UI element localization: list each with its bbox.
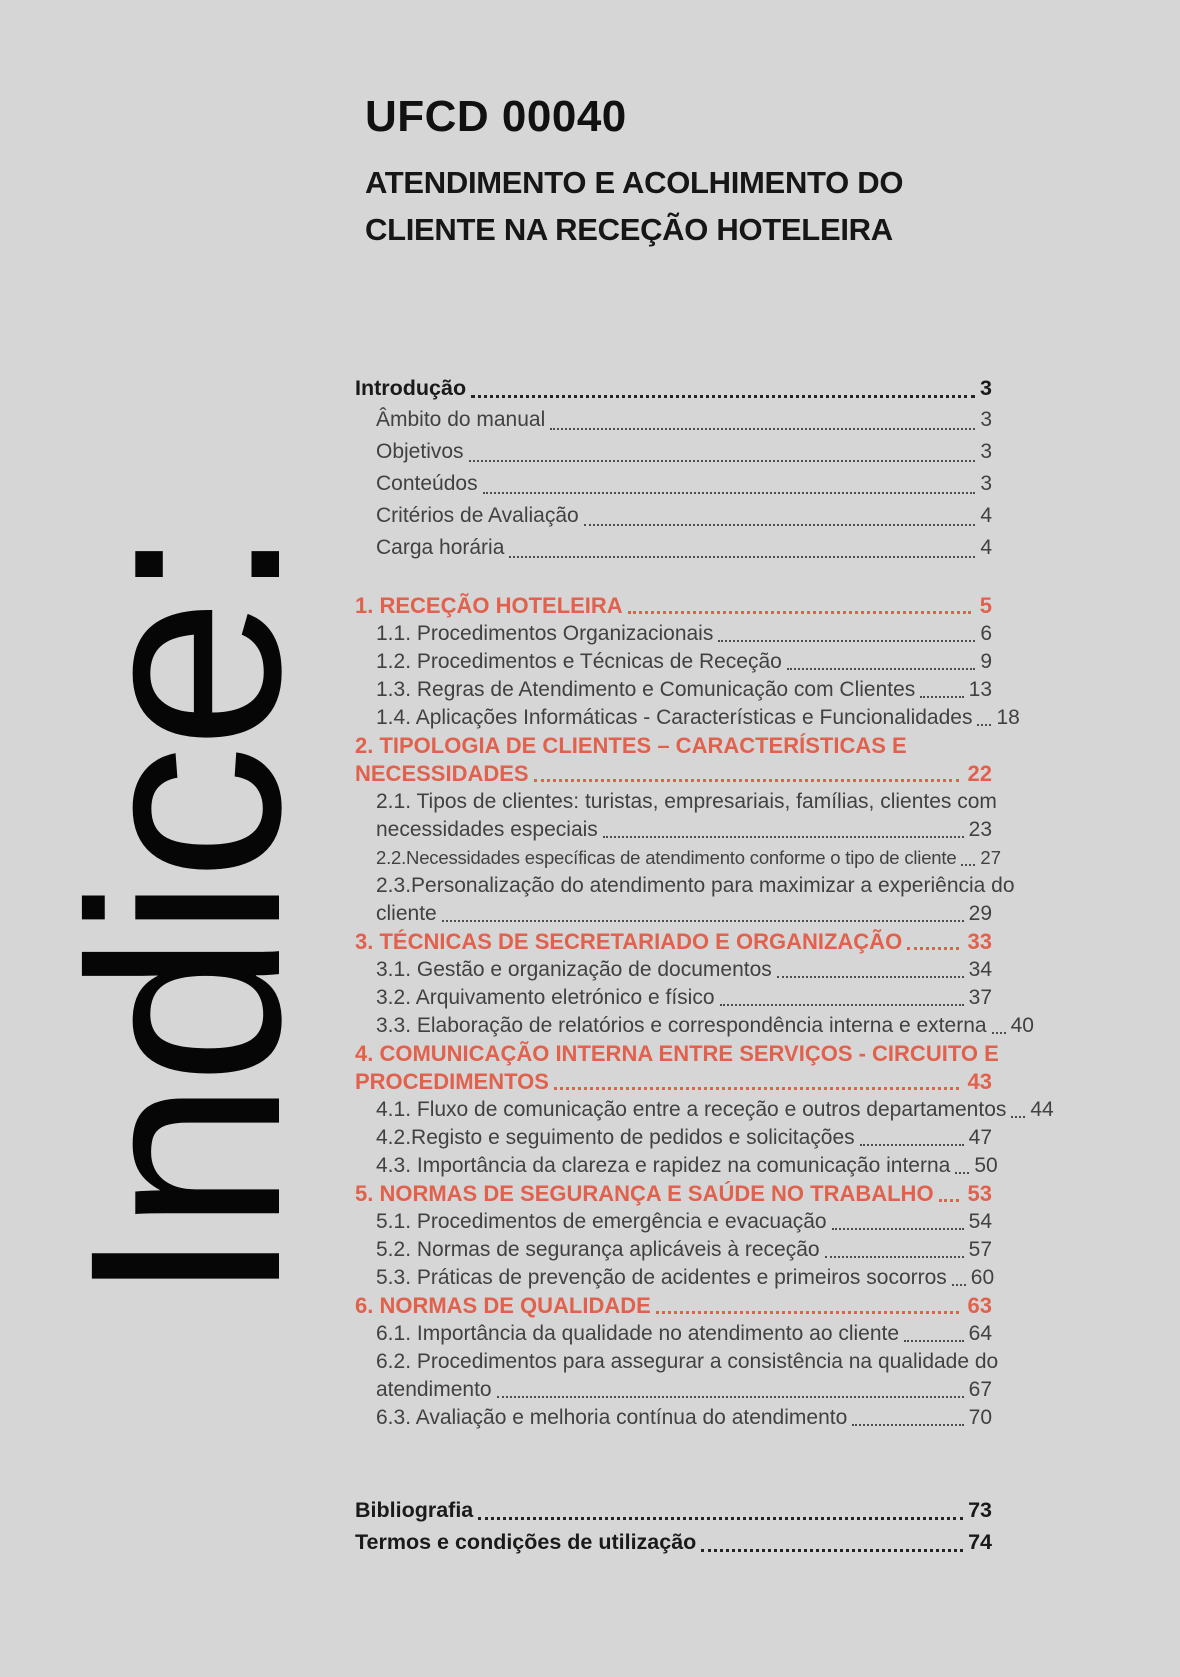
dot-leader [907, 947, 958, 950]
dot-leader [904, 1340, 964, 1342]
toc-entry-label: Objetivos [376, 440, 464, 463]
dot-leader [860, 1144, 964, 1146]
toc-entry-page: 50 [974, 1154, 998, 1177]
dot-leader [584, 524, 976, 526]
toc-entry-page: 29 [968, 902, 992, 925]
toc-entry[interactable] [355, 648, 992, 676]
toc-entry[interactable] [355, 984, 992, 1012]
toc-entry-label: 2.3.Personalização do atendimento para maximizar a experiência do [376, 874, 1015, 897]
dot-leader [469, 460, 976, 462]
toc-entry-page: 73 [968, 1498, 992, 1522]
toc-entry-page: 4 [980, 536, 992, 559]
toc-entry-label: 6. NORMAS DE QUALIDADE [355, 1293, 651, 1318]
toc-entry-page: 63 [967, 1293, 992, 1318]
toc-entry-page: 34 [968, 958, 992, 981]
toc-entry[interactable] [355, 1264, 995, 1292]
toc-entry-page: 23 [968, 818, 992, 841]
toc-entry-label: Critérios de Avaliação [376, 504, 579, 527]
toc-entry-page: 33 [967, 929, 992, 954]
toc-entry[interactable] [355, 844, 1001, 872]
toc-entry-page: 5 [979, 593, 992, 618]
toc-entry[interactable] [355, 1348, 999, 1404]
toc-entry-page: 3 [980, 408, 992, 431]
toc-entry-label: 4.1. Fluxo de comunicação entre a receção e outros departamentos [376, 1098, 1007, 1121]
toc-entry[interactable] [355, 704, 1020, 732]
toc-entry-page: 9 [980, 650, 992, 673]
dot-leader [977, 724, 991, 726]
dot-leader [656, 1311, 959, 1314]
toc-section-entry[interactable] [355, 1180, 992, 1208]
toc-entry[interactable] [355, 500, 992, 532]
dot-leader [554, 1087, 959, 1090]
toc-entry-label: 3.3. Elaboração de relatórios e correspondência interna e externa [376, 1014, 987, 1037]
toc-entry[interactable] [355, 1124, 992, 1152]
toc-entry[interactable] [355, 1404, 992, 1432]
toc-entry-label: 2. TIPOLOGIA DE CLIENTES – CARACTERÍSTICAS E [355, 733, 907, 758]
dot-leader [777, 976, 964, 978]
toc-entry-page: 64 [968, 1322, 992, 1345]
toc-entry-page: 43 [967, 1069, 992, 1094]
toc-entry-page: 13 [968, 678, 992, 701]
toc-entry-label: 1. RECEÇÃO HOTELEIRA [355, 593, 623, 618]
dot-leader [992, 1032, 1006, 1034]
toc-entry-label: 2.2.Necessidades específicas de atendimento conforme o tipo de cliente [376, 847, 957, 868]
table-of-contents [355, 372, 1054, 1558]
toc-section-entry[interactable] [355, 1292, 992, 1320]
toc-entry-page: 3 [980, 472, 992, 495]
toc-entry[interactable] [355, 676, 992, 704]
toc-entry-page: 27 [980, 847, 1001, 868]
toc-entry[interactable] [355, 1208, 992, 1236]
toc-entry-label: 5.3. Práticas de prevenção de acidentes e primeiros socorros [376, 1266, 947, 1289]
toc-entry-label: 5.1. Procedimentos de emergência e evacuação [376, 1210, 827, 1233]
toc-entry-label: 1.1. Procedimentos Organizacionais [376, 622, 714, 645]
toc-entry[interactable] [355, 956, 992, 984]
toc-entry-page: 70 [968, 1406, 992, 1429]
dot-leader [787, 668, 975, 670]
toc-entry-page: 47 [968, 1126, 992, 1149]
toc-entry-label: 2.1. Tipos de clientes: turistas, empresariais, famílias, clientes com [376, 790, 997, 813]
toc-entry-label: Carga horária [376, 536, 505, 559]
toc-entry[interactable] [355, 788, 997, 844]
toc-entry[interactable] [355, 1494, 992, 1526]
toc-section-entry[interactable] [355, 928, 992, 956]
toc-section-entry[interactable] [355, 732, 992, 788]
dot-leader [720, 1004, 964, 1006]
toc-entry-label: atendimento [376, 1378, 492, 1401]
dot-leader [483, 492, 976, 494]
toc-entry[interactable] [355, 1236, 992, 1264]
toc-entry-label: 1.2. Procedimentos e Técnicas de Receção [376, 650, 782, 673]
toc-entry-label: 5. NORMAS DE SEGURANÇA E SAÚDE NO TRABALHO [355, 1181, 934, 1206]
toc-entry-label: Âmbito do manual [376, 408, 546, 431]
dot-leader [442, 920, 964, 922]
dot-leader [952, 1284, 966, 1286]
toc-entry-page: 54 [968, 1210, 992, 1233]
toc-entry[interactable] [355, 468, 992, 500]
toc-entry-label: 1.3. Regras de Atendimento e Comunicação com Clientes [376, 678, 916, 701]
dot-leader [478, 1517, 963, 1520]
toc-entry-page: 44 [1030, 1098, 1054, 1121]
toc-entry-label: NECESSIDADES [355, 761, 529, 786]
toc-entry[interactable] [355, 1320, 992, 1348]
toc-entry-page: 40 [1010, 1014, 1034, 1037]
course-code-title: UFCD 00040 [365, 92, 627, 141]
toc-entry-page: 60 [970, 1266, 995, 1289]
toc-entry[interactable] [355, 372, 992, 404]
toc-entry-label: 4.2.Registo e seguimento de pedidos e solicitações [376, 1126, 855, 1149]
dot-leader [497, 1396, 964, 1398]
dot-leader [832, 1228, 964, 1230]
dot-leader [718, 640, 975, 642]
toc-entry[interactable] [355, 1096, 1054, 1124]
toc-entry[interactable] [355, 1526, 992, 1558]
toc-entry-page: 67 [968, 1378, 992, 1401]
dot-leader [852, 1424, 963, 1426]
toc-entry-page: 53 [967, 1181, 992, 1206]
toc-entry[interactable] [355, 1152, 998, 1180]
dot-leader [825, 1256, 964, 1258]
toc-entry-page: 22 [967, 761, 992, 786]
toc-entry[interactable] [355, 1012, 1034, 1040]
toc-entry-label: Bibliografia [355, 1498, 474, 1522]
dot-leader [961, 864, 975, 866]
index-vertical-label: Indice: [33, 530, 337, 1304]
toc-entry-page: 74 [968, 1530, 992, 1554]
toc-entry-label: PROCEDIMENTOS [355, 1069, 549, 1094]
toc-entry[interactable] [355, 436, 992, 468]
toc-entry-label: Conteúdos [376, 472, 478, 495]
dot-leader [939, 1199, 959, 1202]
toc-entry[interactable] [355, 532, 992, 564]
toc-entry-label: 6.1. Importância da qualidade no atendimento ao cliente [376, 1322, 900, 1345]
course-title: ATENDIMENTO E ACOLHIMENTO DO CLIENTE NA RECEÇÃO HOTELEIRA [365, 165, 904, 247]
toc-entry-label: 3. TÉCNICAS DE SECRETARIADO E ORGANIZAÇÃO [355, 929, 903, 954]
dot-leader [603, 836, 964, 838]
toc-entry-label: 4.3. Importância da clareza e rapidez na comunicação interna [376, 1154, 951, 1177]
toc-entry-label: 6.2. Procedimentos para assegurar a consistência na qualidade do [376, 1350, 999, 1373]
toc-entry-label: cliente [376, 902, 437, 925]
toc-entry-label: 5.2. Normas de segurança aplicáveis à receção [376, 1238, 820, 1261]
toc-entry[interactable] [355, 620, 992, 648]
dot-leader [920, 696, 963, 698]
toc-entry-page: 18 [996, 706, 1020, 729]
toc-entry-label: 1.4. Aplicações Informáticas - Características e Funcionalidades [376, 706, 973, 729]
dot-leader [534, 779, 959, 782]
toc-entry-page: 3 [980, 440, 992, 463]
toc-entry-page: 37 [968, 986, 992, 1009]
dot-leader [628, 611, 971, 614]
toc-entry-label: Termos e condições de utilização [355, 1530, 697, 1554]
toc-entry[interactable] [355, 404, 992, 436]
toc-entry-label: 3.1. Gestão e organização de documentos [376, 958, 772, 981]
toc-entry-page: 57 [968, 1238, 992, 1261]
toc-entry-label: 4. COMUNICAÇÃO INTERNA ENTRE SERVIÇOS - CIRCUITO E [355, 1041, 999, 1066]
dot-leader [550, 428, 975, 430]
toc-entry-page: 3 [980, 376, 992, 400]
dot-leader [509, 556, 975, 558]
toc-entry-page: 4 [980, 504, 992, 527]
dot-leader [701, 1549, 963, 1552]
toc-section-entry[interactable] [355, 592, 992, 620]
toc-entry-label: 3.2. Arquivamento eletrónico e físico [376, 986, 715, 1009]
toc-entry[interactable] [355, 872, 1015, 928]
toc-entry-page: 6 [980, 622, 992, 645]
dot-leader [1011, 1116, 1025, 1118]
dot-leader [955, 1172, 969, 1174]
toc-entry-label: Introdução [355, 376, 467, 400]
toc-section-entry[interactable] [355, 1040, 999, 1096]
dot-leader [471, 395, 975, 398]
toc-entry-label: 6.3. Avaliação e melhoria contínua do atendimento [376, 1406, 848, 1429]
toc-entry-label: necessidades especiais [376, 818, 598, 841]
